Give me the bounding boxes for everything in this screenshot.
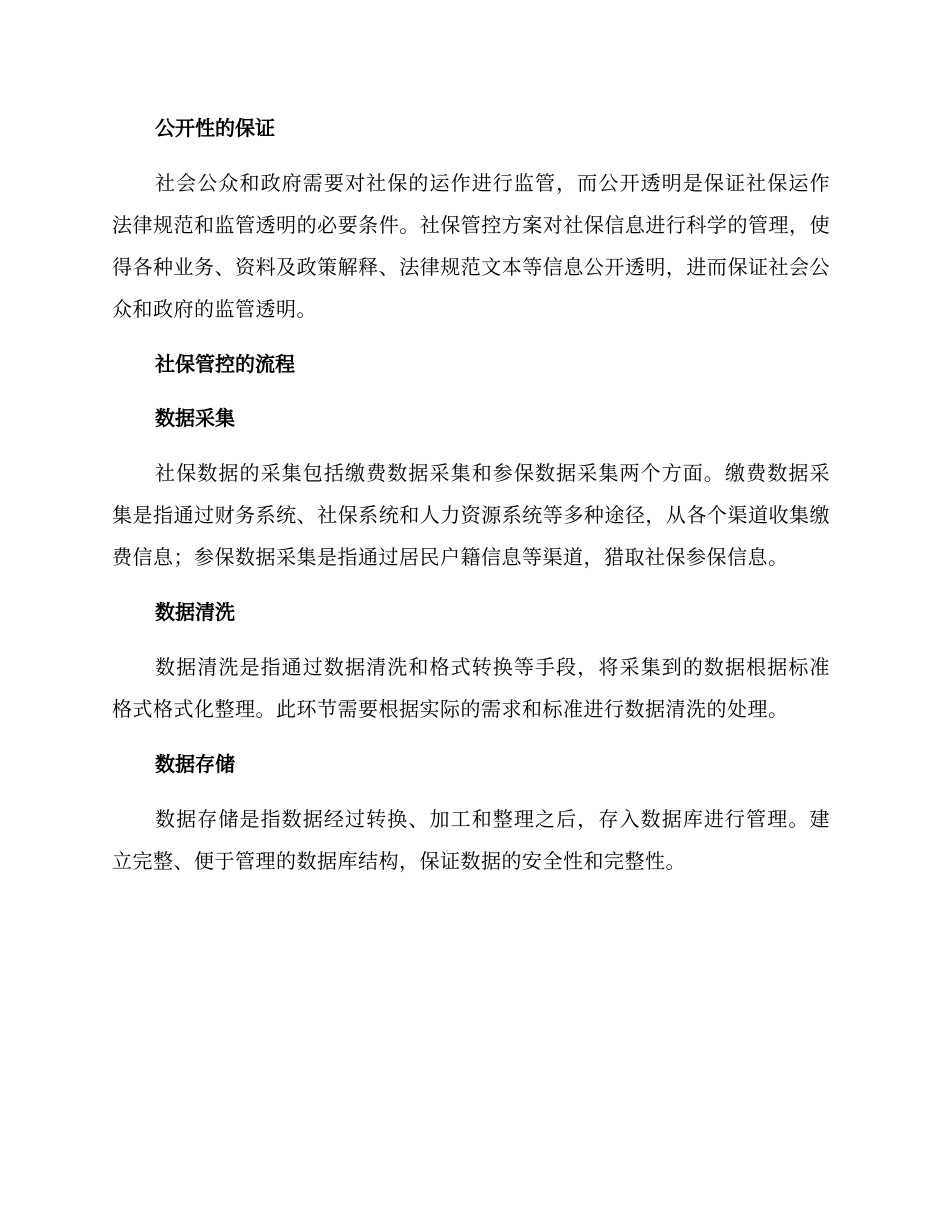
section-paragraph-data-collection: 社保数据的采集包括缴费数据采集和参保数据采集两个方面。缴费数据采集是指通过财务系统、社保系统和人力资源系统等多种途径，从各个渠道收集缴费信息；参保数据采集是指通过居民户籍信息等渠道，猎取社保参保信息。: [112, 461, 830, 569]
section-paragraph-data-storage: 数据存储是指数据经过转换、加工和整理之后，存入数据库进行管理。建立完整、便于管理的数据库结构，保证数据的安全性和完整性。: [112, 807, 830, 873]
document-body: [112, 108, 830, 882]
section-heading-control-process: 社保管控的流程: [155, 352, 295, 376]
section-paragraph-data-cleaning: 数据清洗是指通过数据清洗和格式转换等手段，将采集到的数据根据标准格式格式化整理。此环节需要根据实际的需求和标准进行数据清洗的处理。: [112, 655, 830, 721]
section-heading-publicity: 公开性的保证: [155, 116, 275, 140]
section-paragraph-publicity: 社会公众和政府需要对社保的运作进行监管，而公开透明是保证社保运作法律规范和监管透明的必要条件。社保管控方案对社保信息进行科学的管理，使得各种业务、资料及政策解释、法律规范文本等信息公开透明，进而保证社会公众和政府的监管透明。: [112, 171, 830, 321]
section-heading-data-cleaning: 数据清洗: [155, 600, 235, 624]
section-heading-data-storage: 数据存储: [155, 752, 235, 776]
section-heading-data-collection: 数据采集: [155, 406, 235, 430]
